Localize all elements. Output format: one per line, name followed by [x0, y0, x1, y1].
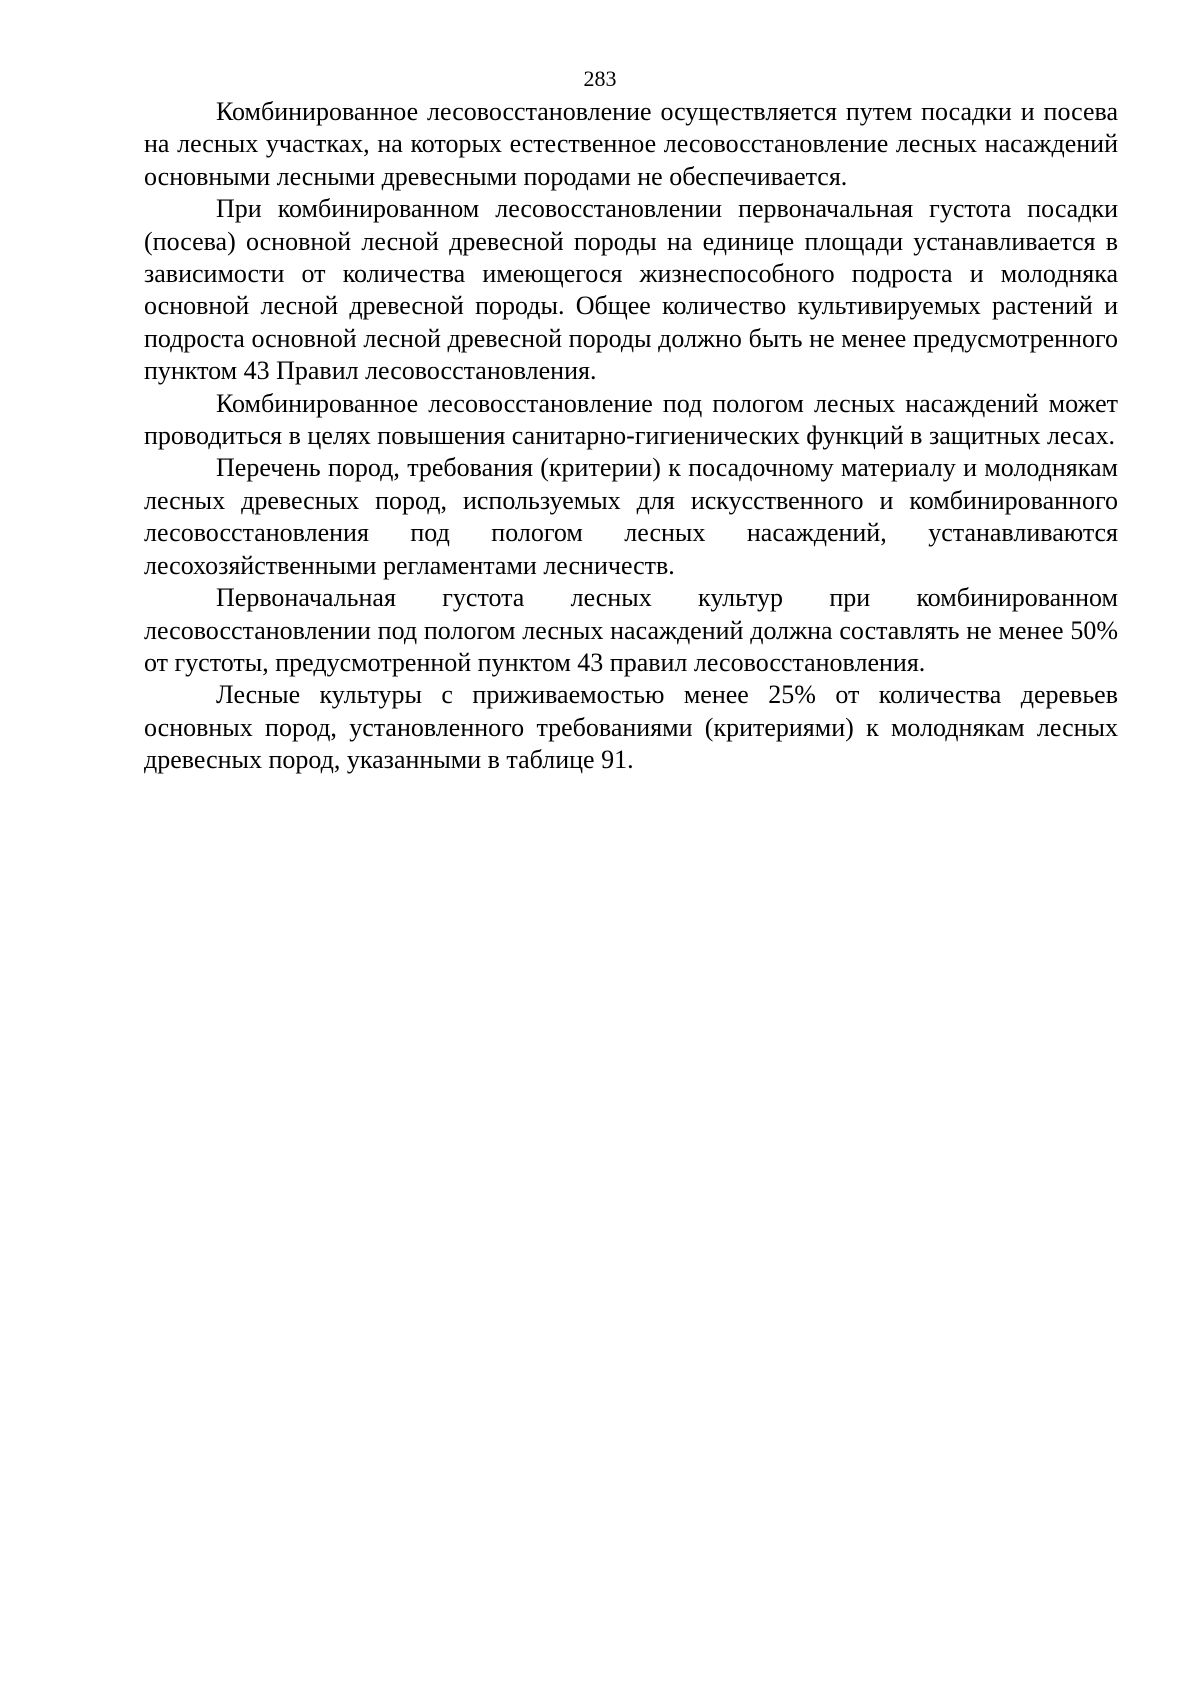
- paragraph-under-canopy-reforestation: Комбинированное лесовосстановление под пологом лесных насаждений может проводиться в целях повышения санитарно-гигиенических функций в защитных лесах.: [144, 388, 1118, 451]
- document-body: [144, 96, 1118, 777]
- paragraph-initial-density: При комбинированном лесовосстановлении первоначальная густота посадки (посева) основной лесной древесной породы на единице площади устанавливается в зависимости от количества имеющегося жизнеспособного подроста и молодняка основной лесной древесной породы. Общее количество культивируемых растений и подроста основной лесной древесной породы должно быть не менее предусмотренного пунктом 43 Правил лесовосстановления.: [144, 194, 1118, 386]
- paragraph-species-list-requirements: Перечень пород, требования (критерии) к посадочному материалу и молоднякам лесных древесных пород, используемых для искусственного и комбинированного лесовосстановления под пологом лесных насаждений, устанавливаются лесохозяйственными регламентами лесничеств.: [144, 453, 1118, 580]
- paragraph-survival-rate: Лесные культуры с приживаемостью менее 25% от количества деревьев основных пород, установленного требованиями (критериями) к молоднякам лесных древесных пород, указанными в таблице 91.: [144, 680, 1118, 775]
- paragraph-density-under-canopy: Первоначальная густота лесных культур при комбинированном лесовосстановлении под пологом лесных насаждений должна составлять не менее 50% от густоты, предусмотренной пунктом 43 правил лесовосстановления.: [144, 583, 1118, 677]
- paragraph-combined-reforestation-definition: Комбинированное лесовосстановление осуществляется путем посадки и посева на лесных участках, на которых естественное лесовосстановление лесных насаждений основными лесными древесными породами не обеспечивается.: [144, 97, 1118, 191]
- page-number: 283: [583, 66, 617, 91]
